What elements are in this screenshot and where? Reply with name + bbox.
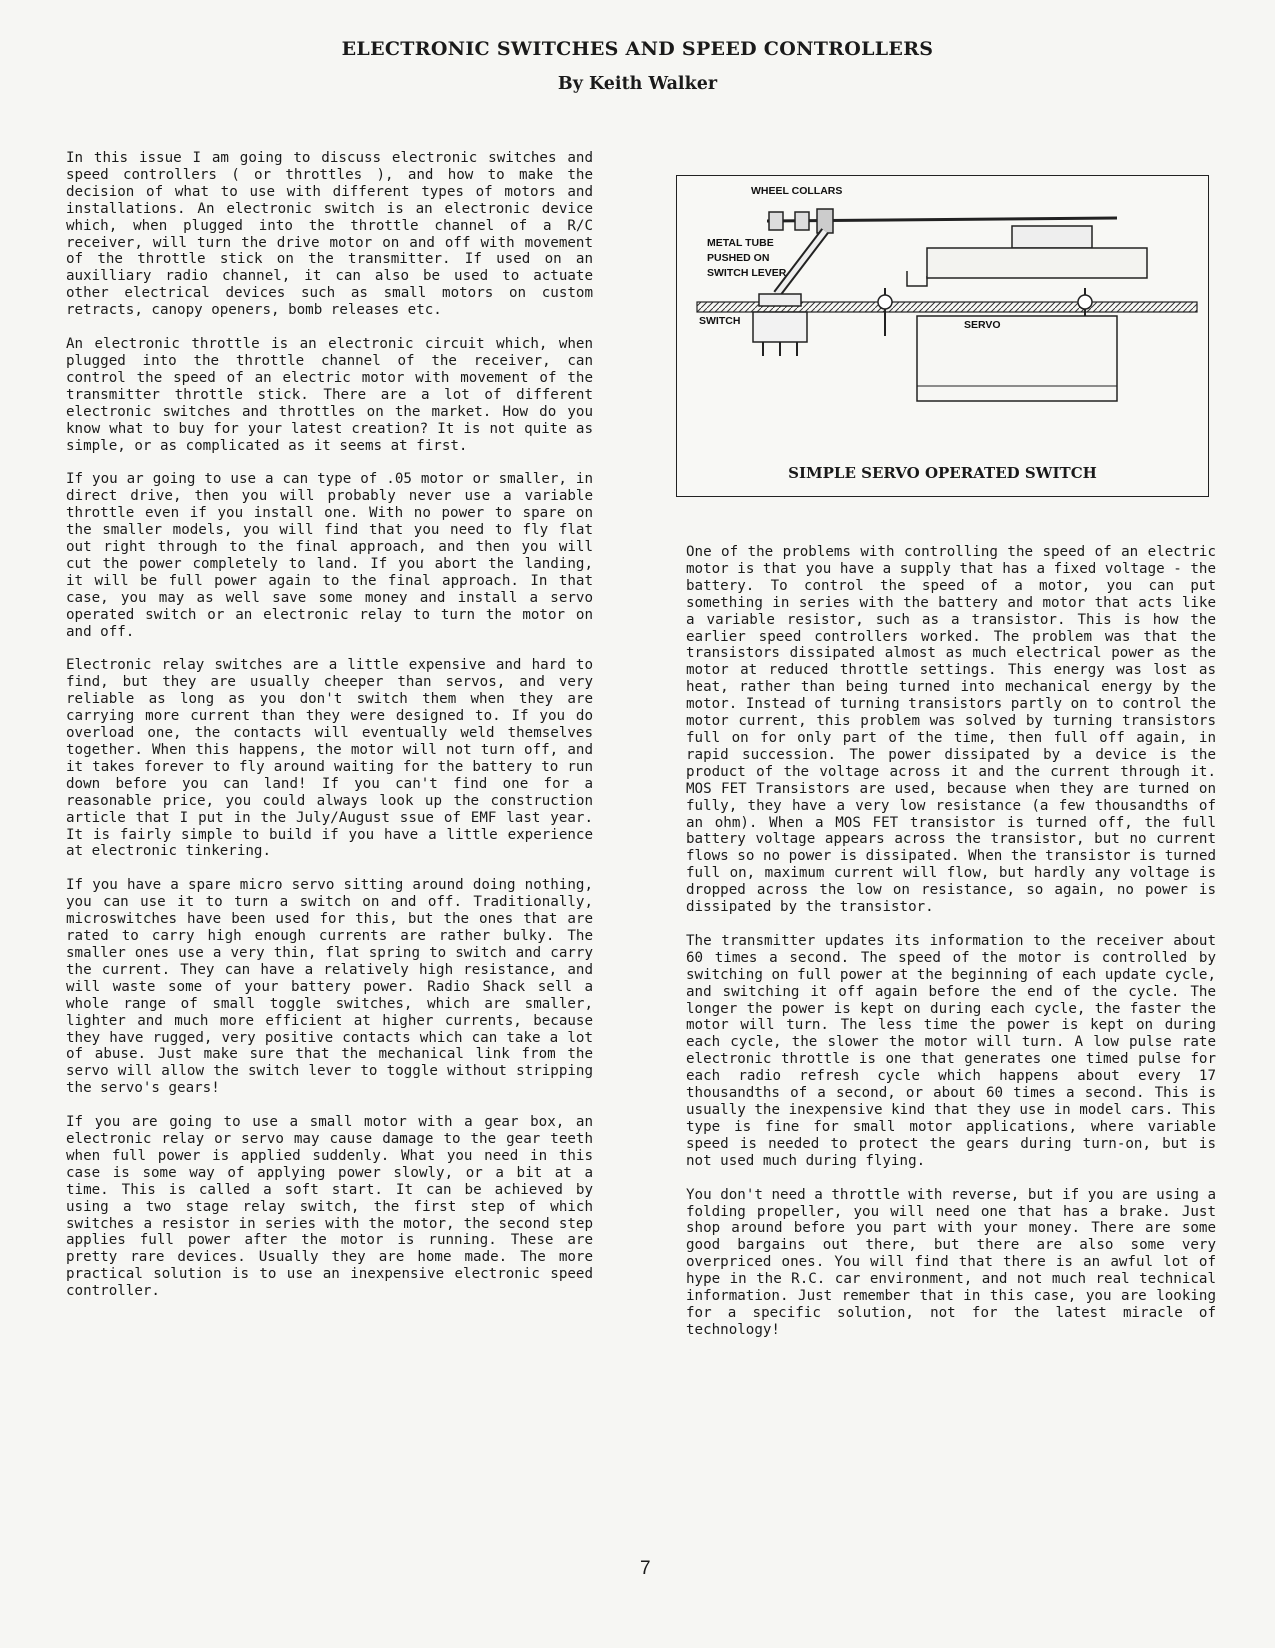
paragraph: The transmitter updates its information to the receiver about 60 times a second. The speed of the motor is controlled by switching on full power at the beginning of each update cycle, and switching it off again before the end of the cycle. The longer the power is kept on during each cycle, the faster the motor will turn. The less time the power is kept on during each cycle, the slower the motor will turn. A low pulse rate electronic throttle is one that generates one timed pulse for each radio refresh cycle which happens about every 17 thousandths of a second, or about 60 times a second. This is usually the inexpensive kind that they use in model cars. This type is fine for small motor applications, where variable speed is needed to protect the gears during turn-on, but is not used much during flying. [686,932,1216,1169]
paragraph: If you have a spare micro servo sitting around doing nothing, you can use it to turn a switch on and off. Traditionally, microswitches have been used for this, but the ones that are rated to carry high enough currents are rather bulky. The smaller ones use a very thin, flat spring to switch and carry the current. They can have a relatively high resistance, and will waste some of your battery power. Radio Shack sell a whole range of small toggle switches, which are smaller, lighter and much more efficient at higher currents, because they have rugged, very positive contacts which can take a lot of abuse. Just make sure that the mechanical link from the servo will allow the switch lever to toggle without stripping the servo's gears! [66,877,593,1097]
servo-output-disc [1012,226,1092,248]
left-column [66,150,593,1317]
servo-switch-figure [676,175,1209,497]
label-servo: SERVO [964,319,1001,331]
paragraph: You don't need a throttle with reverse, but if you are using a folding propeller, you will need one that has a brake. Just shop around before you part with your money. There are some good bargains out there, but there are also some very overpriced ones. You will find that there is an awful lot of hype in the R.C. car environment, and not much real technical information. Just remember that in this case, you are looking for a specific solution, not for the latest miracle of technology! [686,1186,1216,1338]
label-metal-tube: METAL TUBE [707,237,774,249]
label-pushed-on: PUSHED ON [707,252,770,264]
paragraph: If you ar going to use a can type of .05 motor or smaller, in direct drive, then you will probably never use a variable throttle even if you install one. With no power to spare on the smaller models, you will find that you need to fly flat out right through to the final approach, and then you will cut the power completely to land. If you abort the landing, it will be full power again to the final approach. In that case, you may as well save some money and install a servo operated switch or an electronic relay to turn the motor on and off. [66,471,593,640]
wheel-collar [817,209,833,233]
wheel-collar [769,212,783,230]
servo-switch-diagram [677,176,1208,496]
label-wheel-collars: WHEEL COLLARS [751,185,843,197]
wheel-collar [795,212,809,230]
paragraph: One of the problems with controlling the speed of an electric motor is that you have a supply that has a fixed voltage - the battery. To control the speed of a motor, you can put something in series with the battery and motor that acts like a variable resistor, such as a transistor. This is how the earlier speed controllers worked. The problem was that the transistors dissipated almost as much electrical power as the motor at reduced throttle settings. This energy was lost as heat, rather than being turned into mechanical energy by the motor. Instead of turning transistors partly on to control the motor current, this problem was solved by turning transistors full on for only part of the time, then full off again, in rapid succession. The power dissipated by a device is the product of the voltage across it and the current through it. MOS FET Transistors are used, because when they are turned on fully, they have a very low resistance (a few thousandths of an ohm). When a MOS FET transistor is turned off, the full battery voltage appears across the transistor, but no current flows so no power is dissipated. When the transistor is turned full on, maximum current will flow, but hardly any voltage is dropped across the low on resistance, so again, no power is dissipated by the transistor. [686,544,1216,916]
right-column [686,544,1216,1356]
servo-body [927,248,1147,278]
toggle-switch [753,312,807,342]
paragraph: Electronic relay switches are a little expensive and hard to find, but they are usually cheeper than servos, and very reliable as long as you don't switch them when they are carrying more current than they were designed to. If you do overload one, the contacts will eventually weld themselves together. When this happens, the motor will not turn off, and it takes forever to fly around waiting for the battery to run down before you can land! If you can't find one for a reasonable price, you could always look up the construction article that I put in the July/August ssue of EMF last year. It is fairly simple to build if you have a little experience at electronic tinkering. [66,657,593,860]
paragraph: If you are going to use a small motor with a gear box, an electronic relay or servo may cause damage to the gear teeth when full power is applied suddenly. What you need in this case is some way of applying power slowly, or a bit at a time. This is called a soft start. It can be achieved by using a two stage relay switch, the first step of which switches a resistor in series with the motor, the second step applies full power after the motor is running. These are pretty rare devices. Usually they are home made. The more practical solution is to use an inexpensive electronic speed controller. [66,1114,593,1300]
page-number: 7 [640,1558,651,1579]
page-title: ELECTRONIC SWITCHES AND SPEED CONTROLLERS [341,38,934,60]
paragraph: In this issue I am going to discuss electronic switches and speed controllers ( or throttles ), and how to make the decision of what to use with different types of motors and installations. An electronic switch is an electronic device which, when plugged into the throttle channel of a R/C receiver, will turn the drive motor on and off with movement of the throttle stick on the transmitter. If used on an auxilliary radio channel, it can also be used to actuate other electrical devices such as small motors on custom retracts, canopy openers, bomb releases etc. [66,150,593,319]
paragraph: An electronic throttle is an electronic circuit which, when plugged into the throttle channel of the receiver, can control the speed of an electric motor with movement of the transmitter throttle stick. There are a lot of different electronic switches and throttles on the market. How do you know what to buy for your latest creation? It is not quite as simple, or as complicated as it seems at first. [66,336,593,454]
servo-case [917,316,1117,401]
figure-caption: SIMPLE SERVO OPERATED SWITCH [788,464,1097,482]
label-switch: SWITCH [699,315,741,327]
label-switch-lever: SWITCH LEVER [707,267,787,279]
byline: By Keith Walker [557,74,718,94]
